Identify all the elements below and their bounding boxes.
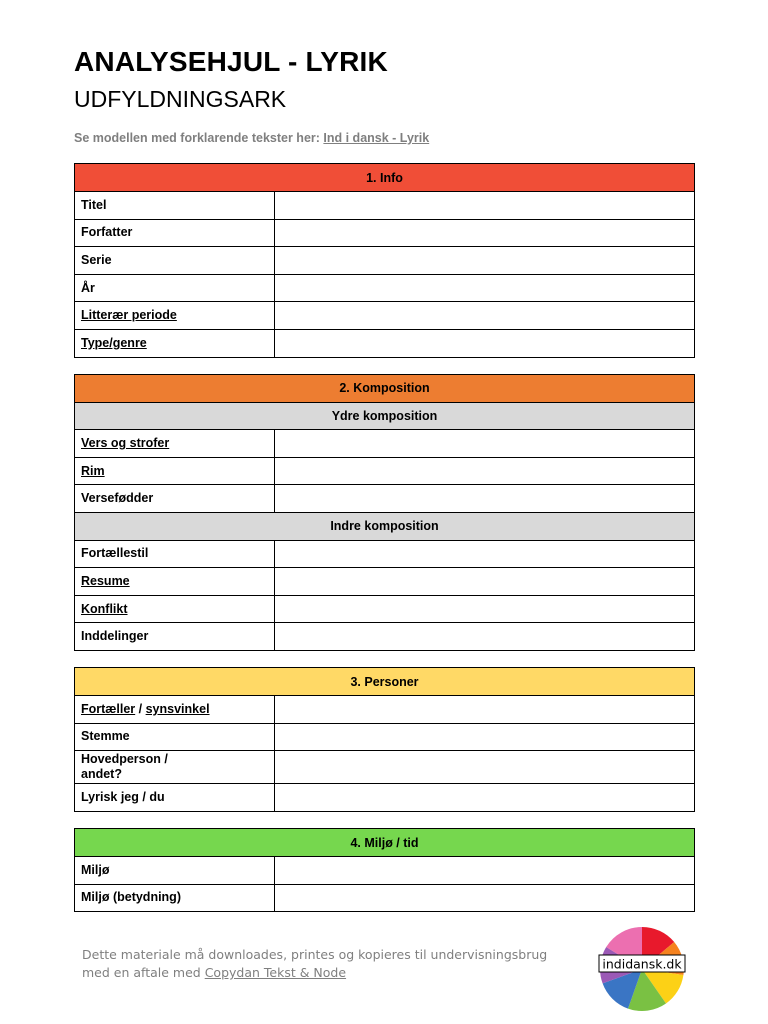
row-label-inddelinger: Inddelinger — [75, 623, 275, 651]
personer-table — [74, 667, 695, 812]
footer-line2 — [82, 964, 547, 982]
hovedperson-line2: andet? — [81, 767, 122, 782]
slash-separator: / — [135, 701, 146, 716]
page-title: ANALYSEHJUL - LYRIK — [74, 46, 388, 77]
model-link[interactable]: Ind i dansk - Lyrik — [323, 131, 430, 145]
row-label-versefodder: Versefødder — [75, 485, 275, 513]
field-lyrisk-jeg[interactable] — [275, 784, 695, 812]
row-label-aar: År — [75, 274, 275, 302]
field-miljo-betydning[interactable] — [275, 884, 695, 912]
field-rim[interactable] — [275, 457, 695, 485]
personer-header: 3. Personer — [75, 668, 695, 696]
field-konflikt[interactable] — [275, 595, 695, 623]
row-label-hovedperson — [75, 751, 275, 784]
field-litteraer-periode[interactable] — [275, 302, 695, 330]
hovedperson-line1: Hovedperson / — [81, 752, 168, 767]
field-type-genre[interactable] — [275, 329, 695, 357]
synsvinkel-link[interactable]: synsvinkel — [145, 701, 210, 716]
fortaeller-link[interactable]: Fortæller — [81, 701, 136, 716]
miljo-table — [74, 828, 695, 912]
intro-text: Se modellen med forklarende tekster her: — [74, 131, 324, 145]
copydan-link[interactable]: Copydan Tekst & Node — [204, 965, 347, 980]
row-label-lyrisk-jeg: Lyrisk jeg / du — [75, 784, 275, 812]
row-label-stemme: Stemme — [75, 723, 275, 751]
page-subtitle: UDFYLDNINGSARK — [74, 86, 287, 112]
info-header: 1. Info — [75, 164, 695, 192]
komposition-table — [74, 374, 695, 651]
field-fortaeller-synsvinkel[interactable] — [275, 696, 695, 724]
field-fortaellestil[interactable] — [275, 540, 695, 568]
row-label-titel: Titel — [75, 192, 275, 220]
row-label-fortaellestil: Fortællestil — [75, 540, 275, 568]
row-label-vers-og-strofer[interactable]: Vers og strofer — [75, 430, 275, 458]
row-label-serie: Serie — [75, 247, 275, 275]
miljo-header: 4. Miljø / tid — [75, 829, 695, 857]
row-label-forfatter: Forfatter — [75, 219, 275, 247]
field-versefodder[interactable] — [275, 485, 695, 513]
field-vers-og-strofer[interactable] — [275, 430, 695, 458]
indre-komposition-header: Indre komposition — [75, 512, 695, 540]
footer-line1: Dette materiale må downloades, printes og kopieres til undervisningsbrug — [82, 947, 548, 962]
logo-text: indidansk.dk — [602, 956, 682, 972]
row-label-rim[interactable]: Rim — [75, 457, 275, 485]
field-serie[interactable] — [275, 247, 695, 275]
footer-line2-text: med en aftale med — [82, 965, 205, 980]
indidansk-logo[interactable] — [598, 925, 686, 1013]
field-hovedperson[interactable] — [275, 751, 695, 784]
info-table — [74, 163, 695, 358]
row-label-type-genre[interactable]: Type/genre — [75, 329, 275, 357]
field-forfatter[interactable] — [275, 219, 695, 247]
komposition-header: 2. Komposition — [75, 375, 695, 403]
footer-note — [82, 946, 547, 982]
color-wheel-logo-icon — [598, 925, 686, 1013]
field-aar[interactable] — [275, 274, 695, 302]
intro-line — [74, 131, 429, 145]
field-miljo[interactable] — [275, 857, 695, 885]
field-titel[interactable] — [275, 192, 695, 220]
ydre-komposition-header: Ydre komposition — [75, 402, 695, 430]
row-label-miljo-betydning: Miljø (betydning) — [75, 884, 275, 912]
row-label-resume[interactable]: Resume — [75, 568, 275, 596]
row-label-litteraer-periode[interactable]: Litterær periode — [75, 302, 275, 330]
row-label-fortaeller-synsvinkel — [75, 696, 275, 724]
row-label-konflikt[interactable]: Konflikt — [75, 595, 275, 623]
field-inddelinger[interactable] — [275, 623, 695, 651]
field-resume[interactable] — [275, 568, 695, 596]
row-label-miljo: Miljø — [75, 857, 275, 885]
field-stemme[interactable] — [275, 723, 695, 751]
